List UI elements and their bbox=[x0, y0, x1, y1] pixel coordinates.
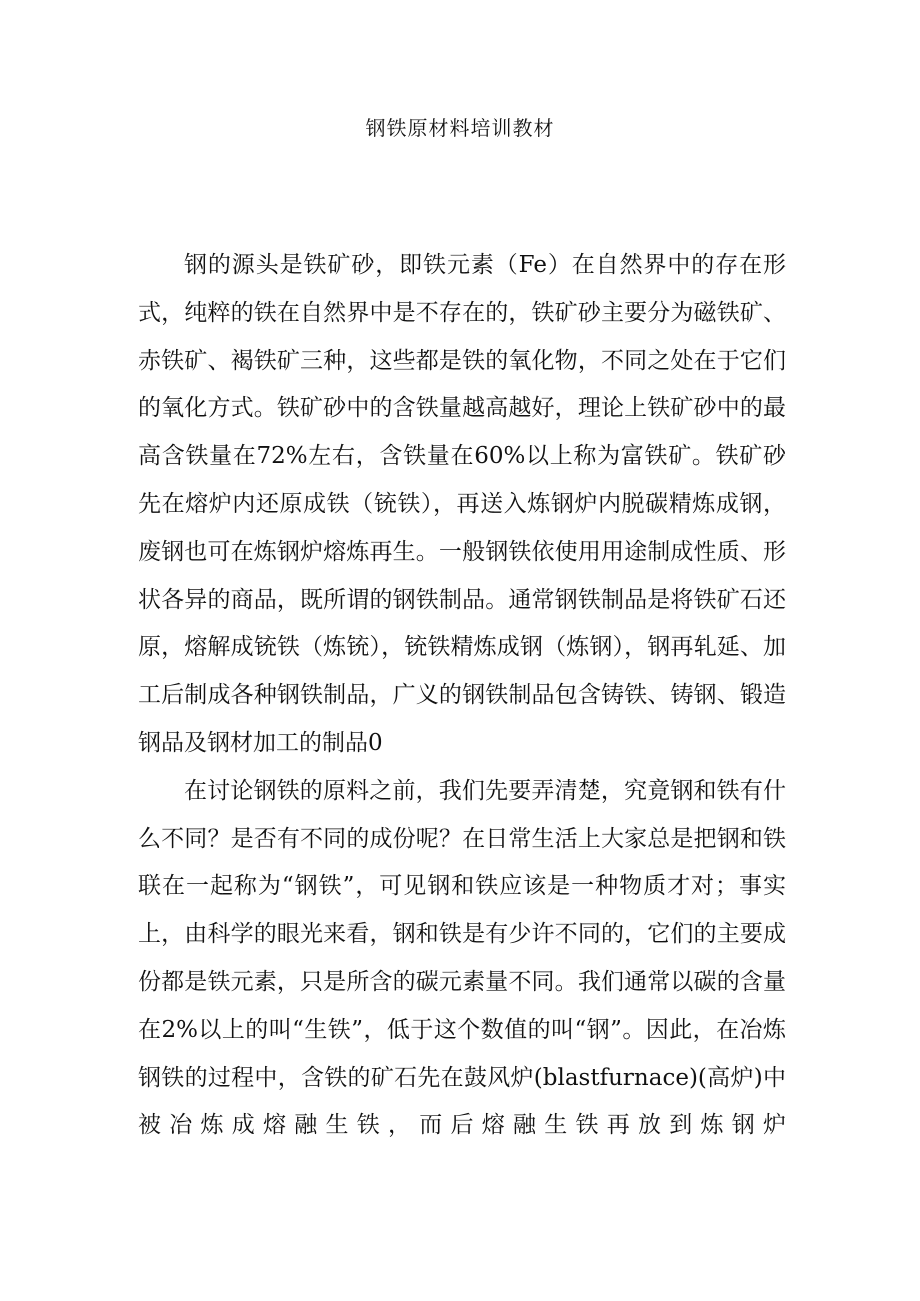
paragraph-1: 钢的源头是铁矿砂，即铁元素（Fe）在自然界中的存在形式，纯粹的铁在自然界中是不存在的，铁矿砂主要分为磁铁矿、赤铁矿、褐铁矿三种，这些都是铁的氧化物，不同之处在于它们的氧化方式。铁矿砂中的含铁量越高越好，理论上铁矿砂中的最高含铁量在72%左右，含铁量在60%以上称为富铁矿。铁矿砂先在熔炉内还原成铁（铳铁），再送入炼钢炉内脱碳精炼成钢，废钢也可在炼钢炉熔炼再生。一般钢铁依使用用途制成性质、形状各异的商品，既所谓的钢铁制品。通常钢铁制品是将铁矿石还原，熔解成铳铁（炼铳），铳铁精炼成钢（炼钢），钢再轧延、加工后制成各种钢铁制品，广义的钢铁制品包含铸铁、铸钢、锻造钢品及钢材加工的制品0 bbox=[138, 252, 786, 756]
paragraph-2: 在讨论钢铁的原料之前，我们先要弄清楚，究竟钢和铁有什么不同？是否有不同的成份呢？在日常生活上大家总是把钢和铁联在一起称为“钢铁”，可见钢和铁应该是一种物质才对；事实上，由科学的眼光来看，钢和铁是有少许不同的，它们的主要成份都是铁元素，只是所含的碳元素量不同。我们通常以碳的含量在2%以上的叫“生铁”，低于这个数值的叫“钢”。因此，在冶炼钢铁的过程中，含铁的矿石先在鼓风炉(blastfurnace)(高炉)中被冶炼成熔融生铁，而后熔融生铁再放到炼钢炉 bbox=[138, 777, 786, 1139]
document-title: 钢铁原材料培训教材 bbox=[365, 116, 555, 140]
document-body bbox=[138, 242, 786, 1150]
